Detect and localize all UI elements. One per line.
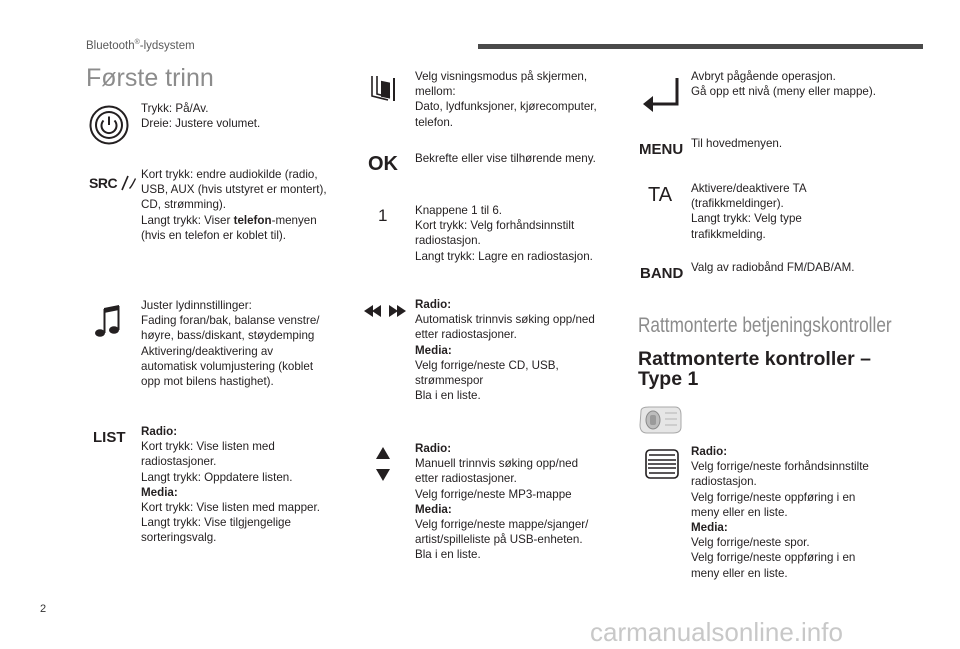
ta-button-icon: TA bbox=[648, 184, 673, 206]
power-description: Trykk: På/Av. Dreie: Justere volumet. bbox=[141, 102, 261, 131]
list-description: Radio: Kort trykk: Vise listen med radiostasjoner. Langt trykk: Oppdatere listen. Media: Kort trykk: Vise listen med mapper. Langt trykk: Vise tilgjengelige sorteringsvalg. bbox=[141, 425, 320, 545]
ok-button-icon: OK bbox=[368, 153, 398, 175]
section-title: Rattmonterte betjeningskontroller bbox=[638, 314, 892, 337]
display-mode-icon bbox=[368, 74, 396, 104]
display-mode-description: Velg visningsmodus på skjermen, mellom: Dato, lydfunksjoner, kjørecomputer, telefon. bbox=[415, 70, 597, 129]
src-description: Kort trykk: endre audiokilde (radio, USB, AUX (hvis utstyret er montert), CD, strømming). Langt trykk: Viser telefon-menyen (hvis en telefon er koblet til). bbox=[141, 168, 327, 242]
manual-seek-description: Radio: Manuell trinnvis søking opp/ned etter radiostasjoner. Velg forrige/neste MP3-mappe Media: Velg forrige/neste mappe/sjanger/ artist/spilleliste på USB-enheten. Bla i en liste. bbox=[415, 442, 589, 562]
subsection-title: Rattmonterte kontroller – Type 1 bbox=[638, 348, 871, 390]
music-note-icon bbox=[94, 305, 120, 339]
seek-description: Radio: Automatisk trinnvis søking opp/ned etter radiostasjoner. Media: Velg forrige/neste CD, USB, strømmespor Bla i en liste. bbox=[415, 298, 595, 403]
list-button-icon: LIST bbox=[93, 429, 126, 446]
steering-thumbwheel-icon bbox=[645, 449, 679, 479]
page-title: Første trinn bbox=[86, 64, 214, 92]
back-description: Avbryt pågående operasjon. Gå opp ett nivå (meny eller mappe). bbox=[691, 70, 876, 99]
band-button-icon: BAND bbox=[640, 265, 684, 282]
menu-button-icon: MENU bbox=[639, 141, 684, 158]
page-number: 2 bbox=[40, 603, 47, 615]
steering-control-illustration bbox=[637, 405, 683, 435]
back-arrow-icon bbox=[641, 76, 681, 112]
ok-description: Bekrefte eller vise tilhørende meny. bbox=[415, 152, 596, 165]
watermark: carmanualsonline.info bbox=[590, 617, 843, 647]
seek-left-right-icon bbox=[364, 304, 406, 318]
ta-description: Aktivere/deaktivere TA (trafikkmeldinger). Langt trykk: Velg type trafikkmelding. bbox=[691, 182, 807, 241]
thumbwheel-description: Radio: Velg forrige/neste forhåndsinnstilte radiostasjon. Velg forrige/neste oppføring i en meny eller en liste. Media: Velg forrige/neste spor. Velg forrige/neste oppføring i en meny eller en liste. bbox=[691, 445, 869, 580]
up-down-arrows-icon bbox=[376, 447, 390, 481]
power-knob-icon bbox=[89, 105, 129, 145]
band-description: Valg av radiobånd FM/DAB/AM. bbox=[691, 261, 855, 274]
sound-settings-description: Juster lydinnstillinger: Fading foran/bak, balanse venstre/ høyre, bass/diskant, støydemping Aktivering/deaktivering av automatisk volumjustering (koblet opp mot bilens hastighet). bbox=[141, 299, 320, 389]
preset-button-icon: 1 bbox=[378, 206, 388, 225]
menu-description: Til hovedmenyen. bbox=[691, 137, 783, 150]
src-phone-button-icon: SRC bbox=[89, 175, 137, 191]
preset-description: Knappene 1 til 6. Kort trykk: Velg forhåndsinnstilt radiostasjon. Langt trykk: Lagre en radiostasjon. bbox=[415, 204, 593, 263]
running-header: Bluetooth®-lydsystem bbox=[86, 39, 195, 52]
header-bar bbox=[478, 44, 923, 49]
